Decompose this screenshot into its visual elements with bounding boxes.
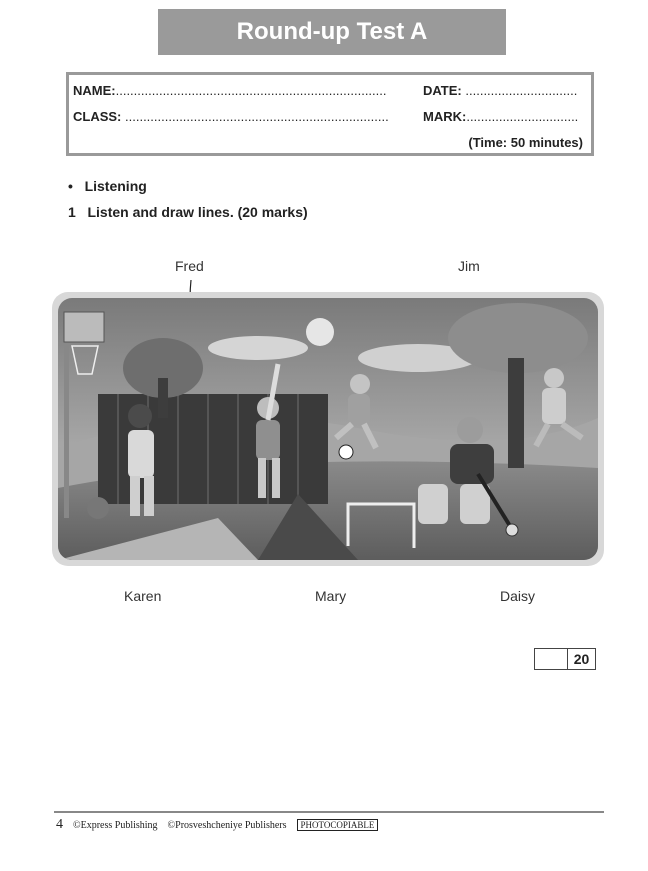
page-title: Round-up Test A (158, 9, 506, 55)
score-entry-field[interactable] (535, 649, 568, 669)
name-fred: Fred (175, 258, 204, 274)
bullet: • (68, 178, 73, 194)
task-text: Listen and draw lines. (20 marks) (87, 204, 308, 220)
score-total: 20 (573, 651, 590, 667)
task-number: 1 (68, 204, 76, 220)
name-daisy: Daisy (500, 588, 536, 604)
footer (56, 817, 378, 833)
publisher-express: ©Express Publishing (73, 819, 158, 831)
section-heading-text: Listening (84, 178, 147, 194)
score-box (534, 648, 596, 670)
sports-scene-illustration (52, 292, 604, 566)
mark-dots: ............................... (466, 109, 579, 124)
photocopiable-badge: PHOTOCOPIABLE (297, 819, 379, 831)
time-note: (Time: 50 minutes) (468, 135, 583, 150)
name-jim: Jim (458, 258, 480, 274)
publisher-prosveshcheniye: ©Prosveshcheniye Publishers (167, 819, 287, 831)
mark-label: MARK: (423, 109, 467, 124)
class-dots: ......................................................................... (125, 109, 389, 124)
page-number: 4 (56, 817, 63, 832)
date-dots: ............................... (465, 83, 578, 98)
class-label: CLASS: (73, 109, 122, 124)
name-dots: ........................................................................... (115, 83, 387, 98)
scene-image (58, 298, 598, 560)
name-karen: Karen (124, 588, 162, 604)
name-mary: Mary (315, 588, 347, 604)
date-label: DATE: (423, 83, 462, 98)
footer-divider (54, 811, 604, 813)
name-label: NAME: (73, 83, 116, 98)
